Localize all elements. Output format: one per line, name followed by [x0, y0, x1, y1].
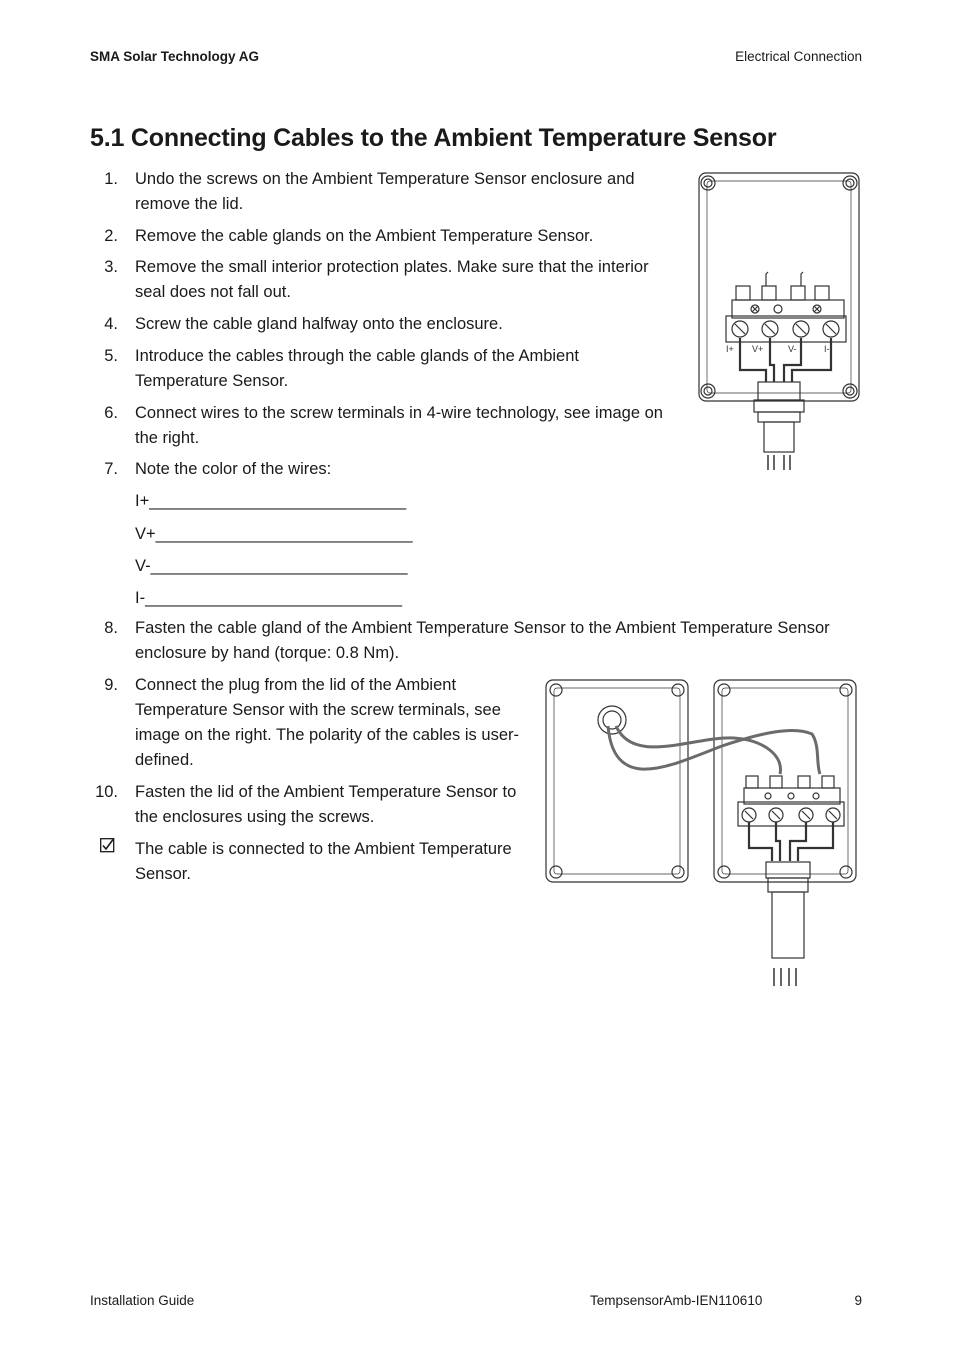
step-number: 8. [104, 619, 118, 637]
step-number: 4. [104, 315, 118, 333]
step-text-line: Connect wires to the screw terminals in 4-wire technology, see image on [135, 404, 663, 422]
step-text-line: Undo the screws on the Ambient Temperature Sensor enclosure and [135, 170, 635, 188]
step-text-line: Fasten the cable gland of the Ambient Temperature Sensor to the Ambient Temperature Sensor [135, 619, 830, 637]
result-line: The cable is connected to the Ambient Temperature [135, 840, 512, 858]
step-text-line: remove the lid. [135, 195, 244, 213]
step-text-line: Remove the cable glands on the Ambient Temperature Sensor. [135, 227, 594, 245]
terminal-wiring-diagram [696, 170, 862, 475]
wire-color-field-v-plus: V+____________________________ [135, 525, 413, 543]
step-text-line: Remove the small interior protection plates. Make sure that the interior [135, 258, 649, 276]
step-text-line: Screw the cable gland halfway onto the enclosure. [135, 315, 503, 333]
footer-doc-id: TempsensorAmb-IEN110610 [590, 1293, 763, 1308]
step-number: 2. [104, 227, 118, 245]
step-text-line: Introduce the cables through the cable glands of the Ambient [135, 347, 579, 365]
step-text-line: Temperature Sensor with the screw terminals, see [135, 701, 501, 719]
wire-color-field-v-minus: V-____________________________ [135, 557, 408, 575]
step-text-line: image on the right. The polarity of the cables is user- [135, 726, 519, 744]
step-number: 7. [104, 460, 118, 478]
header-section: Electrical Connection [735, 49, 862, 64]
terminal-label-i-minus: I- [824, 344, 830, 354]
terminal-label-i-plus: I+ [726, 344, 734, 354]
step-number: 1. [104, 170, 118, 188]
step-text-line: Note the color of the wires: [135, 460, 332, 478]
step-text-line: Connect the plug from the lid of the Ambient [135, 676, 457, 694]
page-title: 5.1 Connecting Cables to the Ambient Temperature Sensor [90, 124, 777, 152]
step-text-line: the right. [135, 429, 200, 447]
page-number: 9 [854, 1293, 862, 1308]
step-text-line: the enclosures using the screws. [135, 808, 375, 826]
step-number: 9. [104, 676, 118, 694]
step-text-line: enclosure by hand (torque: 0.8 Nm). [135, 644, 400, 662]
step-number: 6. [104, 404, 118, 422]
step-number: 10. [95, 783, 118, 801]
step-number: 5. [104, 347, 118, 365]
header-company: SMA Solar Technology AG [90, 49, 260, 64]
result-line: Sensor. [135, 865, 191, 883]
terminal-label-v-minus: V- [788, 344, 797, 354]
step-text-line: Fasten the lid of the Ambient Temperature Sensor to [135, 783, 517, 801]
step-text-line: Temperature Sensor. [135, 372, 289, 390]
step-text-line: seal does not fall out. [135, 283, 291, 301]
checkbox-checked-icon [100, 838, 115, 853]
terminal-label-v-plus: V+ [752, 344, 764, 354]
wire-color-field-i-minus: I-____________________________ [135, 589, 403, 607]
footer-guide-name: Installation Guide [90, 1293, 195, 1308]
step-number: 3. [104, 258, 118, 276]
step-text-line: defined. [135, 751, 194, 769]
wire-color-field-i-plus: I+____________________________ [135, 492, 407, 510]
lid-plug-connection-diagram [544, 676, 860, 992]
